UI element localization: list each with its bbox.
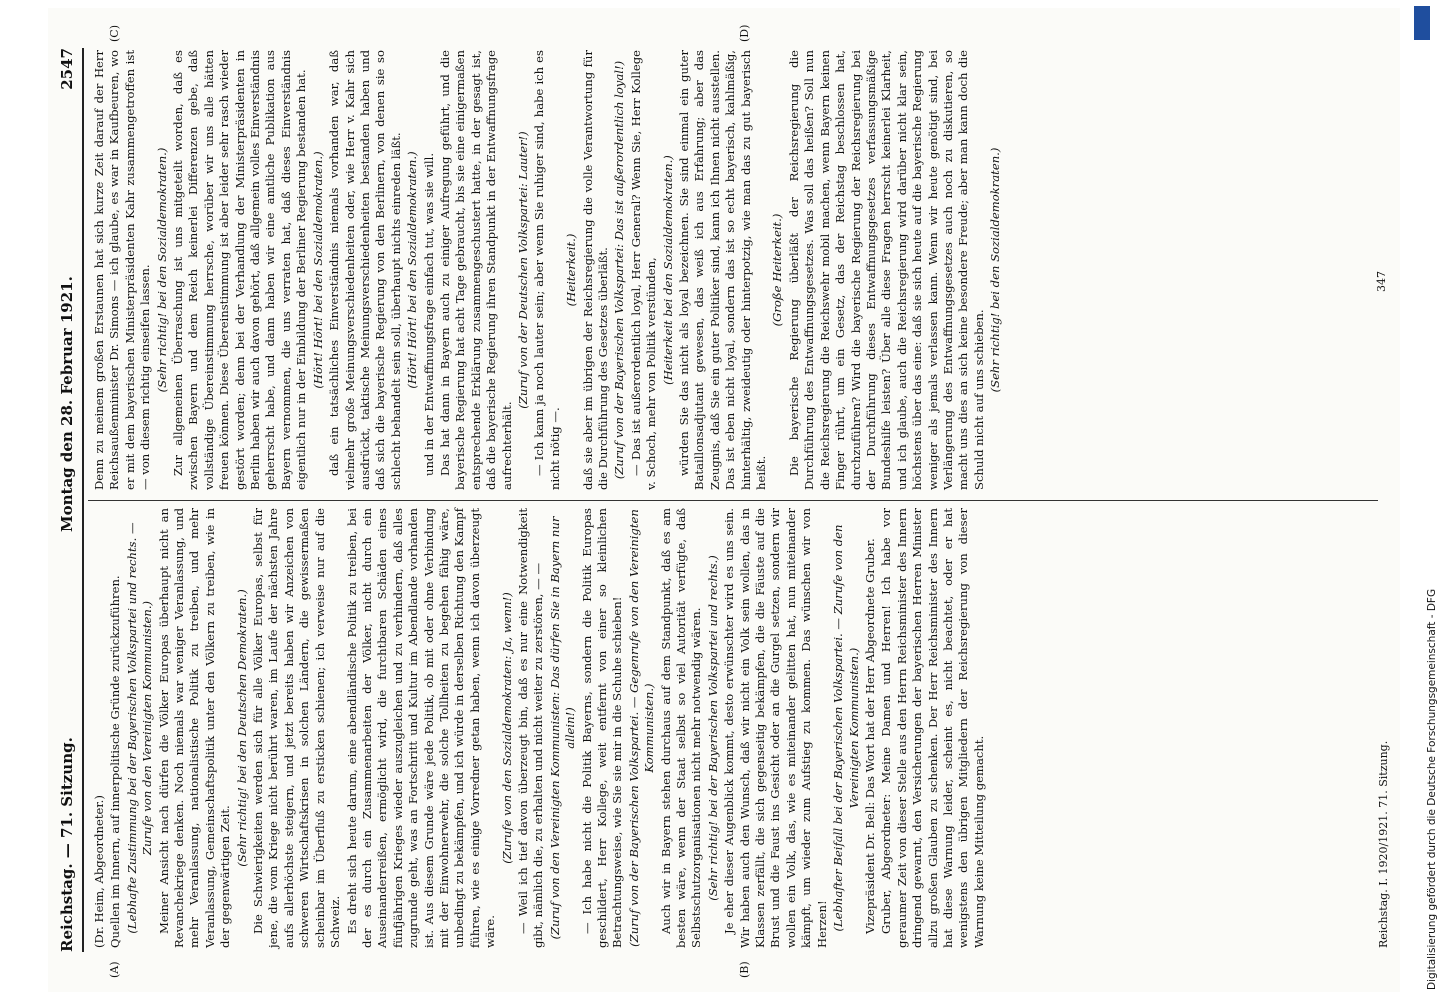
right-paragraph: Zur allgemeinen Überraschung ist uns mitgeteilt worden, daß es zwischen Bayern und dem Reich keinerlei Differenzen gebe, daß vollständige Übereinstimmung herrsche, worüber wir uns alle hätten freuen können. Diese Übereinstimmung ist aber leider sehr rasch wieder gestört worden; denn bei der Verhandlung der Ministerpräsidenten in Berlin haben wir auch davon gehört, daß allgemein volles Einverständnis geherrscht habe, und dann haben wir eine amtliche Publikation aus Bayern vernommen, die uns verraten hat, daß dieses Einverständnis eigentlich nur in der Einbildung der Berliner Regierung bestanden hat. — [171, 50, 309, 490]
right-paragraph: (Heiterkeit.) — [564, 233, 579, 307]
left-paragraph: Vizepräsident Dr. Bell: Das Wort hat der Herr Abgeordnete Gruber. — [862, 538, 877, 934]
column-divider — [88, 500, 1378, 501]
header-left: Reichstag. — 71. Sitzung. — [58, 737, 76, 952]
right-text-column — [92, 50, 1372, 490]
rotated-page-content — [48, 8, 1400, 992]
left-paragraph: Auch wir in Bayern stehen durchaus auf dem Standpunkt, daß es am besten wäre, wenn der Staat selbst so viel Autorität verfügte, daß Selbstschutzorganisationen nicht mehr notwendig wären. — [658, 508, 704, 948]
header-date: Montag den 28. Februar 1921. — [58, 276, 76, 532]
right-paragraph: — Ich kann ja noch lauter sein; aber wenn Sie ruhiger sind, habe ich es nicht nötig —. — [532, 50, 562, 490]
margin-mark-b: (B) — [738, 961, 751, 978]
right-paragraph: (Große Heiterkeit.) — [770, 213, 785, 327]
left-paragraph: (Lebhafter Beifall bei der Bayerischen Volkspartei. — Zurufe von den Vereinigten Kommunisten.) — [831, 524, 861, 932]
left-paragraph: Meiner Ansicht nach dürfen die Völker Europas überhaupt nicht an Revanchekriege denken. Noch niemals war weniger Veranlassung, und mehr Veranlassung, nationalistische Politik zu treiben, und mehr Veranlassung, Gemeinschaftspolitik unter den Völkern zu treiben, wie in der gegenwärtigen Zeit. — [156, 508, 233, 948]
right-paragraph: Die bayerische Regierung überläßt der Reichsregierung die Durchführung des Entwaffnungsgesetzes. Was soll das heißen? Soll nun die Reichsregierung die Reichswehr mobil machen, wenn Bayern keinen Finger rührt, um ein Gesetz, das der Reichstag beschlossen hat, durchzuführen? Wird die bayerische Regierung der Reichsregierung bei der Durchführung dieses Entwaffnungsgesetzes verfassungsmäßige Bundeshilfe leisten? Über alle diese Fragen herrscht keinerlei Klarheit, und ich glaube, auch die Reichsregierung wird darüber nicht klar sein, höchstens über das eine: daß sie sich heute auf die bayerische Regierung weniger als jemals verlassen kann. Wenn wir heute genötigt sind, bei Verlängerung des Entwaffnungsgesetzes auch noch zu diskutieren, so macht uns dies an sich keine besondere Freude; aber man kann doch die Schuld nicht auf uns schieben. — [786, 50, 986, 490]
right-paragraph: (Sehr richtig! bei den Sozialdemokraten.) — [154, 147, 169, 393]
left-paragraph: Die Schwierigkeiten werden sich für alle Völker Europas, selbst für jene, die vom Kriege nicht berührt waren, im Laufe der nächsten Jahre aufs allerhöchste steigern, und jetzt bereits haben wir Anzeichen von schweren Wirtschaftskrisen in solchen Ländern, die gewissermaßen scheinbar im Überfluß zu ersticken schienen; ich verweise nur auf die Schweiz. — [251, 508, 343, 948]
left-paragraph: — Ich habe nicht die Politik Bayerns, sondern die Politik Europas geschildert, Herr Kollege, weit entfernt von einer so kleinlichen Betrachtungsweise, wie Sie sie mir in die Schuhe schieben! — [579, 508, 625, 948]
page-number: 347 — [1375, 271, 1388, 292]
left-paragraph: (Zurufe von den Sozialdemokraten: Ja, wenn!) — [499, 592, 514, 864]
left-paragraph: Je eher dieser Augenblick kommt, desto erwünschter wird es uns sein. Wir haben auch den Wunsch, daß wir nicht ein Volk sein wollen, das in Klassen zerfällt, die sich gegenseitig bekämpfen, die die Fäuste auf die Brust und die Faust ins Gesicht oder an die Gurgel setzen, sondern wir wollen ein Volk, das, wie es miteinander gelitten hat, nun miteinander kämpft, um wieder zum Aufstieg zu kommen. Das wünschen wir von Herzen! — [722, 508, 829, 948]
footer-citation: Reichstag. I. 1920/1921. 71. Sitzung. — [1377, 740, 1390, 948]
header-page-number: 2547 — [58, 48, 76, 90]
right-paragraph: daß ein tatsächliches Einverständnis niemals vorhanden war, daß vielmehr große Meinungsverschiedenheiten oder, wie Herr v. Kahr sich ausdrückt, taktische Meinungsverschiedenheiten bestanden haben und daß sich die bayerische Regierung von den Berlinern, von denen sie so schlecht behandelt sein soll, überhaupt nichts einreden läßt. — [327, 50, 403, 490]
right-paragraph: (Hört! Hört! bei den Sozialdemokraten.) — [310, 151, 325, 389]
left-text-column — [92, 508, 1372, 948]
right-paragraph: Das hat dann in Bayern auch zu einiger Aufregung geführt, und die bayerische Regierung hat acht Tage gebraucht, bis sie eine einigermaßen entsprechende Erklärung zusammengeschustert hatte, in der gesagt ist, daß die bayerische Regierung ihren Standpunkt in der Entwaffnungsfrage aufrechterhält. — [437, 50, 514, 490]
right-paragraph: (Hört! Hört! bei den Sozialdemokraten.) — [405, 151, 420, 389]
side-notice — [1412, 10, 1438, 990]
right-paragraph: und in der Entwaffnungsfrage einfach tut, was sie will. — [421, 152, 436, 476]
right-paragraph: (Zuruf von der Deutschen Volkspartei: Lauter!) — [515, 131, 530, 409]
left-paragraph: (Sehr richtig! bei der Bayerischen Volkspartei und rechts.) — [705, 555, 720, 901]
header-rule — [82, 48, 84, 952]
right-paragraph: daß sie aber im übrigen der Reichsregierung die volle Verantwortung für die Durchführung des Gesetzes überläßt. — [580, 50, 610, 490]
left-paragraph: (Zuruf von der Bayerischen Volkspartei. — Gegenrufe von den Vereinigten Kommunisten.) — [626, 509, 657, 947]
left-paragraph: (Sehr richtig! bei den Deutschen Demokraten.) — [234, 589, 249, 867]
right-paragraph: (Zuruf von der Bayerischen Volkspartei: Das ist außerordentlich loyal!) — [612, 60, 627, 480]
right-paragraph: — Das ist außerordentlich loyal, Herr General? Wenn Sie, Herr Kollege v. Schoch, mehr von Politik verstünden, — [628, 50, 659, 490]
left-paragraph: Es dreht sich heute darum, eine abendländische Politik zu treiben, bei der es durch ein Zusammenarbeiten der Völker, nicht durch ein Auseinanderreißen, ermöglicht wird, die furchtbaren Schäden eines fünfjährigen Krieges wieder auszugleichen und zu verhindern, daß alles zugrunde geht, was an Fortschritt und Kultur im Abendlande vorhanden ist. Aus diesem Grunde wäre jede Politik, ob mit oder ohne Verbindung mit der Einwohnerwehr, die solche Tollheiten zu begehen fähig wäre, unbedingt zu bekämpfen, und ich würde in derselben Richtung den Kampf führen, wie es einige Vorredner getan haben, wenn ich davon überzeugt wäre. — [344, 508, 498, 948]
right-paragraph: Denn zu meinem großen Erstaunen hat sich kurze Zeit darauf der Herr Reichsaußenminister Dr. Simons — ich glaube, es war in Kaufbeuren, wo er mit dem bayerischen Ministerpräsidenten Kahr zusammengetroffen ist — von diesem richtig einseifen lassen. — [92, 50, 153, 490]
left-paragraph: (Lebhafte Zustimmung bei der Bayerischen Volkspartei und rechts. — Zurufe von den Vereinigten Kommunisten.) — [124, 522, 155, 934]
right-paragraph: würden Sie das nicht als loyal bezeichnen. Sie sind einmal ein guter Bataillonsadjutant gewesen, das weiß ich aus Erfahrung; aber das Zeugnis, daß Sie ein guter Politiker sind, kann ich Ihnen nicht ausstellen. Das ist eben nicht loyal, sondern das ist so echt bayerisch, kahlmäßig, hinterhältig, zweideutig oder hinterpotzig, wie man das zu gut bayerisch heißt. — [677, 50, 769, 490]
page-sheet — [48, 8, 1400, 992]
left-paragraph: Gruber, Abgeordneter: Meine Damen und Herren! Ich habe vor geraumer Zeit von dieser Stelle aus den Herrn Reichsminister des Innern dringend gewarnt, den Versicherungen der bayerischen Herren Minister allzu großen Glauben zu schenken. Der Herr Reichsminister des Innern hat diese Warnung leider, scheint es, nicht beachtet, oder er hat wenigstens den übrigen Mitgliedern der Reichsregierung von dieser Warnung keine Mitteilung gemacht. — [879, 508, 986, 948]
margin-mark-a: (A) — [108, 961, 121, 978]
left-paragraph: — Weil ich tief davon überzeugt bin, daß es nur eine Notwendigkeit gibt, nämlich die, zu erhalten und nicht weiter zu zerstören, — — — [515, 508, 546, 948]
margin-mark-c: (C) — [108, 25, 121, 42]
running-header — [54, 48, 84, 952]
right-paragraph: (Heiterkeit bei den Sozialdemokraten.) — [660, 155, 675, 385]
left-paragraph: Quellen im Innern, auf innerpolitische Gründe zurückzuführen. — [108, 575, 123, 948]
right-paragraph: (Sehr richtig! bei den Sozialdemokraten.) — [988, 147, 1003, 393]
left-paragraph: (Zuruf von den Vereinigten Kommunisten: Das dürfen Sie in Bayern nur allein!) — [547, 516, 578, 940]
side-notice-text: Digitalisierung gefördert durch die Deutsche Forschungsgemeinschaft - DFG — [1426, 588, 1438, 990]
left-paragraph: (Dr. Heim, Abgeordneter.) — [92, 795, 106, 948]
margin-mark-d: (D) — [738, 24, 751, 42]
